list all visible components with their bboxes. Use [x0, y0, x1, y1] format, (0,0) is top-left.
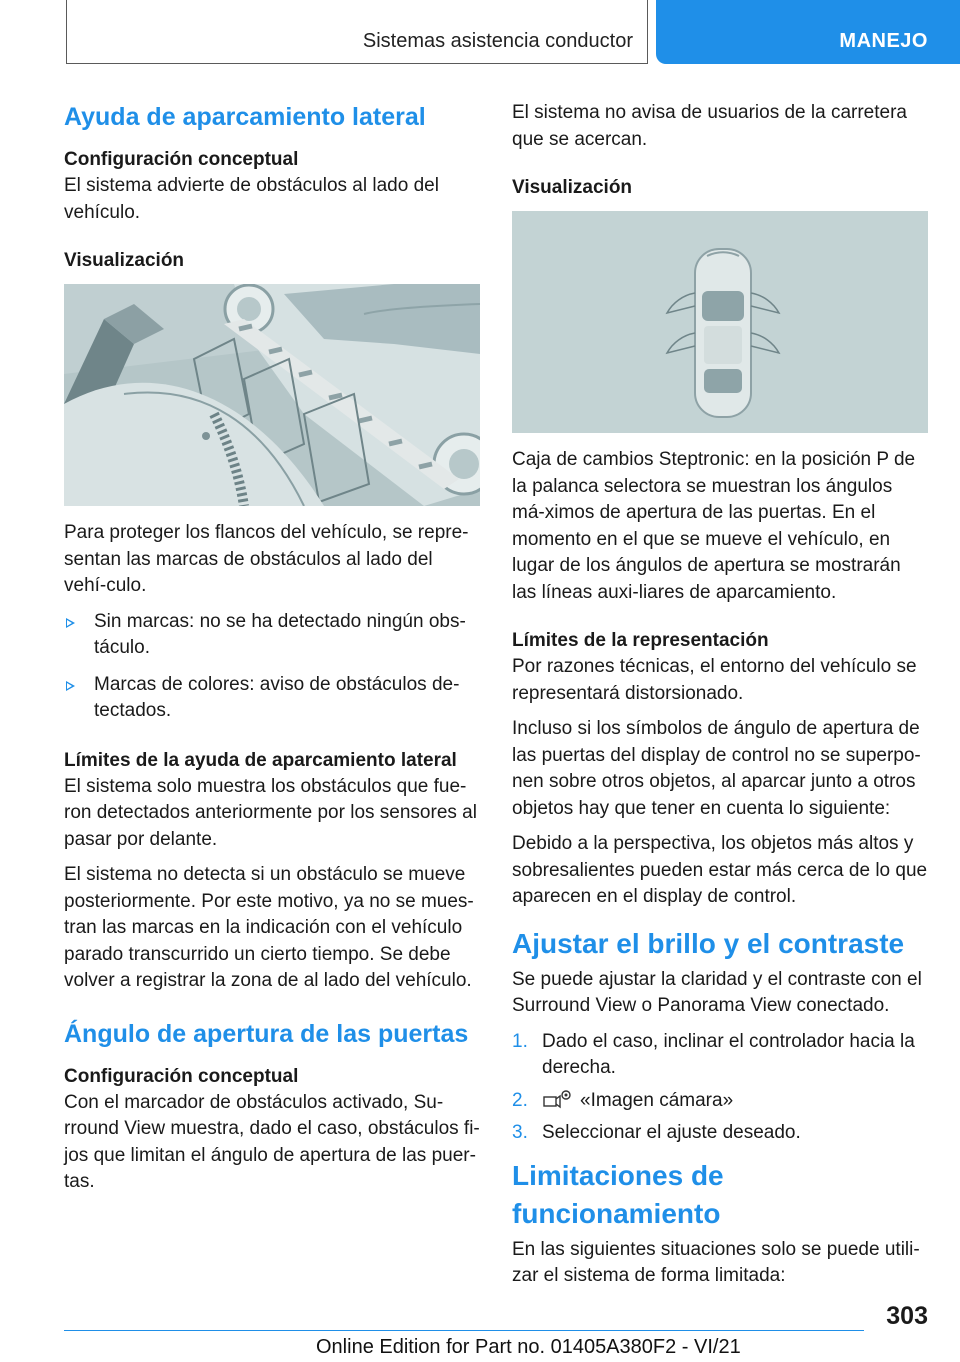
representation-limits-heading: Límites de la representación [512, 630, 769, 651]
display-heading-right: Visualización [512, 177, 633, 198]
section-heading-brightness: Ajustar el brillo y el contraste [512, 927, 905, 959]
brightness-steps [512, 1029, 928, 1147]
edition-footer: Online Edition for Part no. 01405A380F2 - VI/21 [316, 1336, 741, 1358]
concept-text: El sistema advierte de obstáculos al lado del vehículo. [64, 175, 439, 223]
section-heading-limitations: Limitaciones de funcionamiento [512, 1159, 724, 1229]
steptronic-text: Caja de cambios Steptronic: en la posición P de la palanca selectora se muestran los ángulos má-ximos de apertura de las puertas. En el momento en el que se mueve el vehículo, en lugar de los ángulos de apertura se mostrarán las líneas auxi-liares de aparcamiento. [512, 449, 916, 603]
left-column [64, 100, 480, 1205]
representation-limits-2: Incluso si los símbolos de ángulo de apertura de las puertas del display de control no se superpo-nen sobre otros objetos, al aparcar junto a otros objetos hay que tener en cuenta lo siguiente: [512, 718, 921, 819]
door-angle-image [512, 211, 928, 433]
bullet-no-marks: Sin marcas: no se ha detectado ningún obs-táculo. [64, 609, 480, 662]
limits-text-1: El sistema solo muestra los obstáculos que fue-ron detectados anteriormente por los sensores al pasar por delante. [64, 775, 477, 850]
step-2: 2. «Imagen cámara» [512, 1089, 734, 1111]
section-heading-door-angle: Ángulo de apertura de las puertas [64, 1019, 469, 1048]
header-box [66, 0, 648, 64]
brightness-text: Se puede ajustar la claridad y el contraste con el Surround View o Panorama View conectado. [512, 968, 922, 1016]
concept-heading: Configuración conceptual [64, 149, 299, 170]
road-users-text: El sistema no avisa de usuarios de la carretera que se acercan. [512, 102, 907, 150]
camera-settings-icon [542, 1088, 572, 1110]
right-column [512, 100, 928, 1299]
chapter-label: MANEJO [839, 30, 928, 52]
limits-heading: Límites de la ayuda de aparcamiento lateral [64, 749, 457, 771]
triangle-bullet-icon [66, 681, 75, 691]
footer-divider [64, 1330, 864, 1331]
flank-protection-text: Para proteger los flancos del vehículo, se repre-sentan las marcas de obstáculos al lado del vehí-culo. [64, 522, 469, 596]
section-heading-lateral-parking: Ayuda de aparcamiento lateral [64, 103, 426, 131]
step-1: 1. Dado el caso, inclinar el controlador hacia la derecha. [512, 1030, 915, 1078]
door-angle-illustration [512, 211, 928, 433]
section-title: Sistemas asistencia conductor [362, 30, 633, 52]
bullet-colored-marks: Marcas de colores: aviso de obstáculos de-tectados. [64, 672, 480, 725]
triangle-bullet-icon [66, 618, 75, 628]
page-number: 303 [886, 1302, 928, 1330]
doors-concept-heading: Configuración conceptual [64, 1065, 299, 1087]
step-3: 3. Seleccionar el ajuste deseado. [512, 1122, 801, 1143]
marking-bullets [64, 609, 480, 725]
representation-limits-1: Por razones técnicas, el entorno del vehículo se representará distorsionado. [512, 656, 917, 704]
lateral-parking-illustration [64, 284, 480, 506]
limitations-text: En las siguientes situaciones solo se puede utili-zar el sistema de forma limitada: [512, 1238, 920, 1286]
representation-limits-3: Debido a la perspectiva, los objetos más altos y sobresalientes pueden estar más cerca de lo que aparecen en el display de control. [512, 833, 928, 907]
lateral-parking-image [64, 284, 480, 506]
display-heading: Visualización [64, 250, 185, 271]
chapter-tab[interactable] [656, 0, 960, 64]
doors-concept-text: Con el marcador de obstáculos activado, Su-rround View muestra, dado el caso, obstáculos fi-jos que limitan el ángulo de apertura de las puer-tas. [64, 1091, 480, 1192]
limits-text-2: El sistema no detecta si un obstáculo se mueve posteriormente. Por este motivo, ya no se mues-tran las marcas en la indicación con el vehículo parado transcurrido un cierto tiempo. Se debe volver a registrar la zona de al lado del vehículo. [64, 864, 474, 991]
